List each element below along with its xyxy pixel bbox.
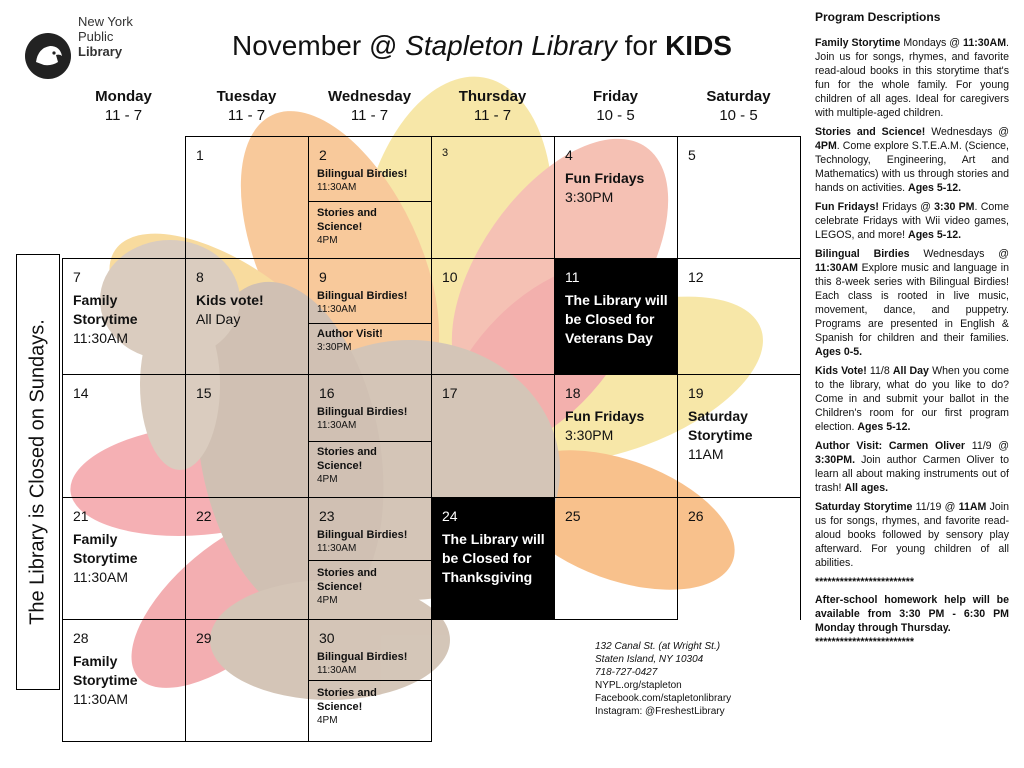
day-cell	[677, 497, 801, 620]
day-number: 3	[442, 147, 449, 159]
day-cell: 23 Bilingual Birdies! 11:30AM Stories and Science! 4PM	[308, 497, 432, 620]
day-cell	[677, 258, 801, 375]
homework-help-note: After-school homework help will be available from 3:30 PM - 6:30 PM Monday through Thursday.	[815, 594, 1009, 634]
day-cell: 2 Bilingual Birdies! 11:30AM Stories and Science! 4PM	[308, 136, 432, 259]
day-number: 22	[196, 508, 212, 524]
day-header-tuesday: Tuesday 11 - 7	[216, 88, 277, 124]
day-number: 28	[73, 630, 89, 646]
description-bilingual-birdies: Bilingual Birdies Wednesdays @ 11:30AM Explore music and language in this 8-week series with Bilingual Birdies! Each class is rooted in live music, movement, dance, and puppetry. Programs are presented in English & Spanish for children and their families. Ages 0-5.	[815, 248, 1009, 358]
day-cell	[185, 374, 309, 498]
day-cell	[431, 136, 555, 259]
day-number: 9	[319, 269, 327, 285]
day-cell	[185, 136, 309, 259]
day-number: 8	[196, 269, 204, 285]
day-cell	[554, 497, 678, 620]
day-cell: 7 Family Storytime 11:30AM	[62, 258, 186, 375]
day-cell: 4 Fun Fridays 3:30PM	[554, 136, 678, 259]
program-descriptions	[815, 10, 1009, 649]
day-cell	[431, 258, 555, 375]
day-number: 16	[319, 385, 335, 401]
day-number: 1	[196, 147, 204, 163]
day-number: 7	[73, 269, 81, 285]
description-author-visit: Author Visit: Carmen Oliver 11/9 @ 3:30PM. Join author Carmen Oliver to learn all about making instruments out of trash! All ages.	[815, 440, 1010, 494]
day-number: 23	[319, 508, 335, 524]
logo-line-2: Public	[78, 29, 114, 44]
day-cell	[62, 374, 186, 498]
day-number: 26	[688, 508, 704, 524]
day-number: 30	[319, 630, 335, 646]
day-number: 15	[196, 385, 212, 401]
day-header-saturday: Saturday 10 - 5	[706, 88, 771, 124]
day-cell: 9 Bilingual Birdies! 11:30AM Author Visit! 3:30PM	[308, 258, 432, 375]
day-number: 18	[565, 385, 581, 401]
day-cell: 16 Bilingual Birdies! 11:30AM Stories and Science! 4PM	[308, 374, 432, 498]
phone-number: 718-727-0427	[595, 667, 658, 678]
day-number: 14	[73, 385, 89, 401]
day-number: 5	[688, 147, 696, 163]
address-line-2: Staten Island, NY 10304	[595, 654, 704, 665]
day-header-wednesday: Wednesday 11 - 7	[327, 88, 412, 124]
day-header-friday: Friday 10 - 5	[592, 88, 638, 124]
day-cell	[185, 497, 309, 620]
address-line-1: 132 Canal St. (at Wright St.)	[595, 641, 721, 652]
sunday-closed-note: The Library is Closed on Sundays.	[16, 254, 60, 690]
day-cell	[677, 136, 801, 259]
logo-line-1: New York	[78, 14, 133, 29]
logo-line-3: Library	[78, 44, 123, 59]
day-cell	[431, 374, 555, 498]
divider-stars: ************************	[815, 576, 914, 588]
day-number: 29	[196, 630, 212, 646]
contact-info	[595, 640, 731, 718]
day-cell: 8 Kids vote! All Day	[185, 258, 309, 375]
day-cell: 21 Family Storytime 11:30AM	[62, 497, 186, 620]
description-fun-fridays: Fun Fridays! Fridays @ 3:30 PM. Come celebrate Fridays with Wii video games, LEGOS, and more! Ages 5-12.	[815, 201, 1009, 241]
day-cell-closed: 24 The Library will be Closed for Thanksgiving	[431, 497, 555, 620]
lion-icon	[24, 32, 72, 80]
description-kids-vote: Kids Vote! 11/8 All Day When you come to the library, what do you like to do? Come in and submit your ballot in the Children's room for our first program election. Ages 5-12.	[815, 365, 1009, 433]
day-cell: 18 Fun Fridays 3:30PM	[554, 374, 678, 498]
description-family-storytime: Family Storytime Mondays @ 11:30AM. Join us for songs, rhymes, and favorite read-aloud books in this storytime that's fun for the whole family. For young children of all ages. Ideal for caregivers with multiple-aged children.	[815, 37, 1009, 119]
day-number: 10	[442, 269, 458, 285]
day-cell: 30 Bilingual Birdies! 11:30AM Stories and Science! 4PM	[308, 619, 432, 742]
day-header-thursday: Thursday 11 - 7	[458, 88, 527, 124]
day-number: 19	[688, 385, 704, 401]
day-cell: 19 Saturday Storytime 11AM	[677, 374, 801, 498]
day-number: 12	[688, 269, 704, 285]
day-cell: 28 Family Storytime 11:30AM	[62, 619, 186, 742]
day-number: 21	[73, 508, 89, 524]
day-number: 25	[565, 508, 581, 524]
facebook-link[interactable]: Facebook.com/stapletonlibrary	[595, 693, 732, 704]
day-number: 2	[319, 147, 327, 163]
website-link[interactable]: NYPL.org/stapleton	[595, 680, 682, 691]
day-number: 17	[442, 385, 458, 401]
divider-stars: ************************	[815, 636, 914, 648]
day-number: 4	[565, 147, 573, 163]
day-cell	[185, 619, 309, 742]
descriptions-heading: Program Descriptions	[815, 10, 941, 24]
nypl-logo	[24, 14, 144, 76]
day-header-monday: Monday 11 - 7	[95, 88, 152, 124]
description-stories-science: Stories and Science! Wednesdays @ 4PM. Come explore S.T.E.A.M. (Science, Technology, Engineering, Art and Mathematics) with us through stories and hands on activities. Ages 5-12.	[815, 126, 1009, 194]
day-cell-closed: 11 The Library will be Closed for Veterans Day	[554, 258, 678, 375]
day-number: 11	[565, 269, 580, 285]
page-title: November @ Stapleton Library for KIDS	[232, 30, 732, 61]
day-number: 24	[442, 508, 458, 524]
instagram-handle[interactable]: Instagram: @FreshestLibrary	[595, 706, 725, 717]
description-saturday-storytime: Saturday Storytime 11/19 @ 11AM Join us for songs, rhymes, and favorite read-aloud books followed by sensory play afterward. For young children of all abilities.	[815, 501, 1009, 569]
